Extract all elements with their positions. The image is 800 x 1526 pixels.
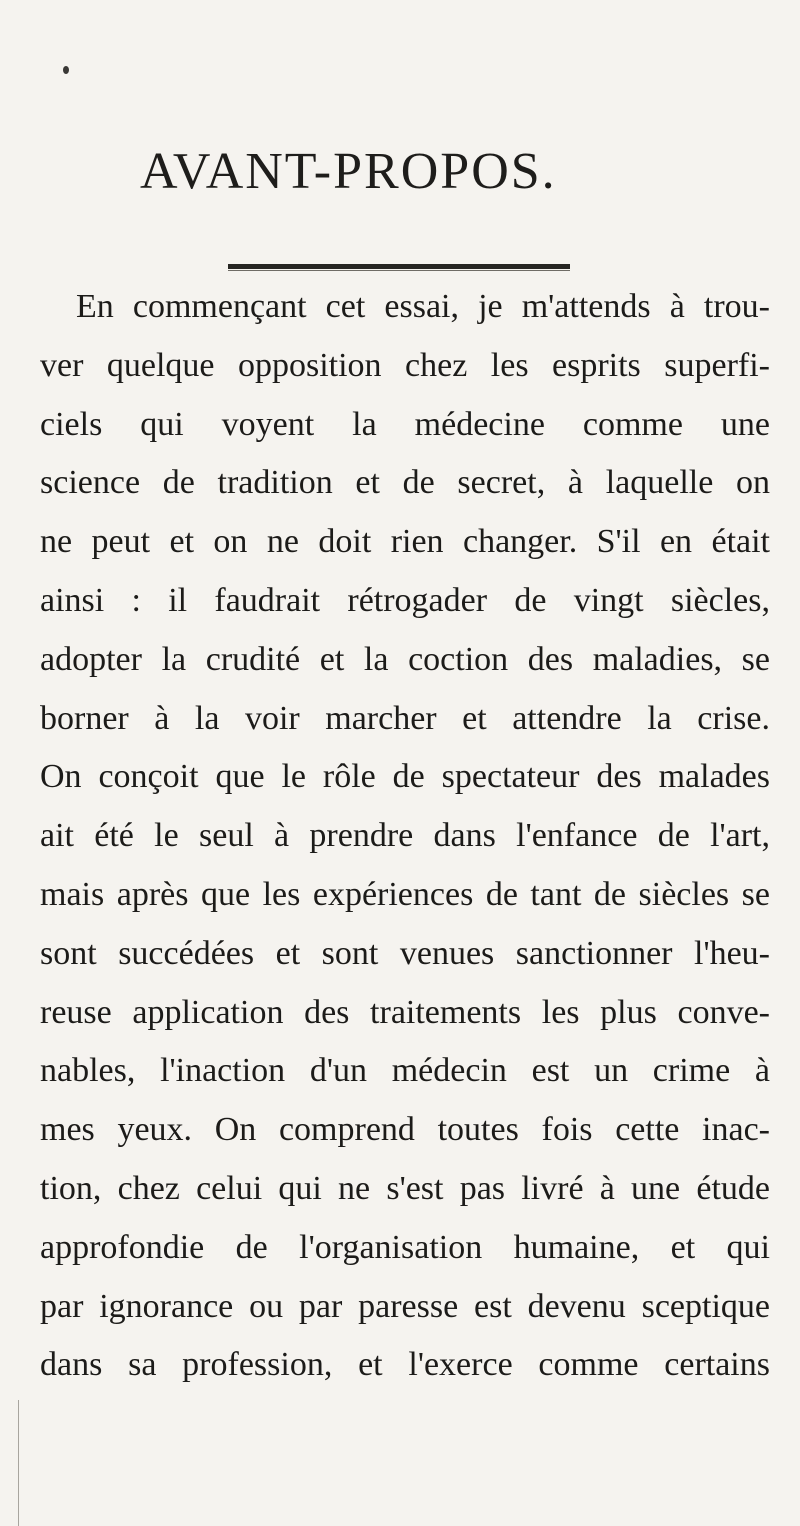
text-line: ver quelque opposition chez les esprits superfi-	[40, 346, 770, 384]
text-line: ne peut et on ne doit rien changer. S'il en était	[40, 523, 770, 561]
text-line: science de tradition et de secret, à laquelle on	[40, 464, 770, 502]
text-line: ciels qui voyent la médecine comme une	[40, 405, 770, 443]
text-line: En commençant cet essai, je m'attends à trou-	[76, 288, 770, 325]
text-line: par ignorance ou par paresse est devenu sceptique	[40, 1287, 770, 1325]
text-line: mais après que les expériences de tant de siècles se	[40, 875, 770, 913]
text-line: ainsi : il faudrait rétrogader de vingt siècles,	[40, 581, 770, 619]
margin-line	[18, 1400, 19, 1526]
text-line: mes yeux. On comprend toutes fois cette inac-	[40, 1111, 770, 1149]
title-rule	[228, 264, 570, 269]
text-line: nables, l'inaction d'un médecin est un crime à	[40, 1052, 770, 1090]
body-text	[40, 278, 770, 1395]
text-line: borner à la voir marcher et attendre la crise.	[40, 699, 770, 737]
title-rule-thin	[228, 270, 570, 271]
text-line: reuse application des traitements les plus conve-	[40, 993, 770, 1031]
text-line: tion, chez celui qui ne s'est pas livré à une étude	[40, 1169, 770, 1207]
text-line: adopter la crudité et la coction des maladies, se	[40, 640, 770, 678]
text-line: ait été le seul à prendre dans l'enfance de l'art,	[40, 817, 770, 855]
text-line: dans sa profession, et l'exerce comme certains	[40, 1346, 770, 1384]
text-line: On conçoit que le rôle de spectateur des malades	[40, 758, 770, 796]
page-title: AVANT-PROPOS.	[140, 143, 557, 200]
text-line: approfondie de l'organisation humaine, et qui	[40, 1228, 770, 1266]
ink-speck	[63, 66, 69, 74]
text-line: sont succédées et sont venues sanctionner l'heu-	[40, 934, 770, 972]
